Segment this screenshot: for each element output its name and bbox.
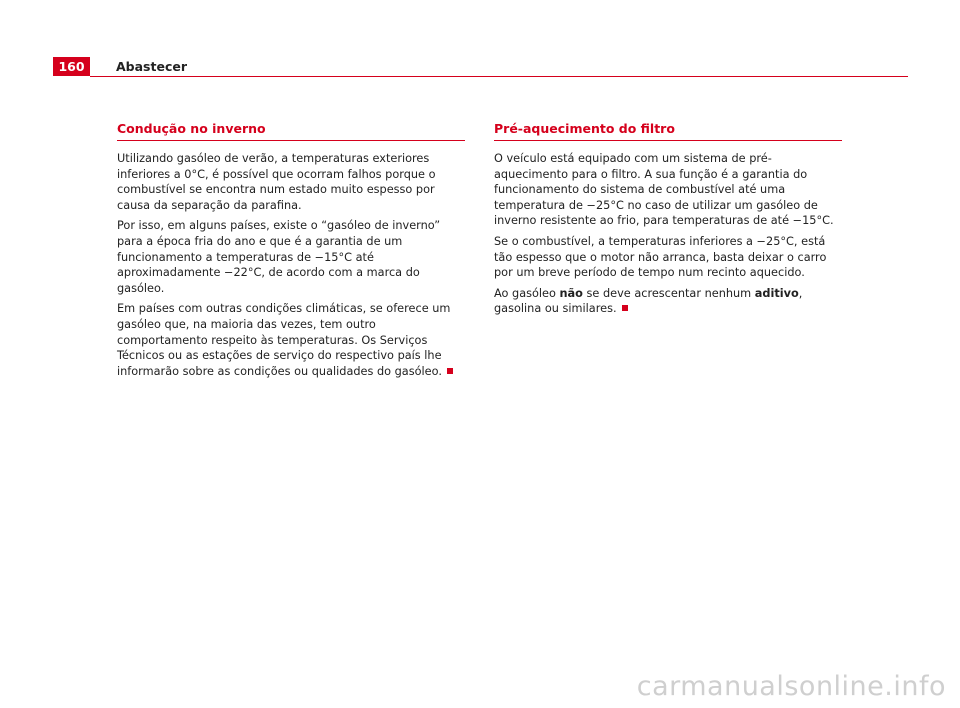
page-header-title: Abastecer	[116, 59, 188, 74]
section-heading-filter-preheating: Pré-aquecimento do filtro	[494, 121, 842, 141]
paragraph-text: Em países com outras condições climáticas, se oferece um gasóleo que, na maioria das vezes, tem outro comportamento respeito às temperaturas. Os Serviços Técnicos ou as estações de serviço do respectivo país lhe informarão sobre as condições ou qualidades do gasóleo.	[117, 302, 451, 378]
page-number-badge	[53, 57, 90, 76]
text-part: se deve acrescentar nenhum	[582, 286, 755, 300]
left-column	[117, 121, 465, 384]
right-column	[494, 121, 842, 322]
paragraph-with-end-mark	[117, 301, 465, 379]
paragraph: Se o combustível, a temperaturas inferiores a −25°C, está tão espesso que o motor não arranca, basta deixar o carro por um breve período de tempo num recinto aquecido.	[494, 234, 827, 280]
bold-text-nao: não	[559, 286, 583, 300]
paragraph: Utilizando gasóleo de verão, a temperaturas exteriores inferiores a 0°C, é possível que ocorram falhos porque o combustível se encontra num estado muito espesso por causa da separação da parafina.	[117, 152, 436, 212]
section-end-icon	[622, 305, 628, 311]
page-number: 160	[58, 59, 85, 74]
text-part: Ao gasóleo	[494, 286, 560, 300]
paragraph-with-end-mark	[494, 286, 842, 317]
header-rule	[90, 76, 908, 77]
section-end-icon	[447, 368, 453, 374]
text-part: , gasolina ou similares.	[494, 286, 803, 316]
watermark: carmanualsonline.info	[636, 671, 946, 702]
section-heading-winter-driving: Condução no inverno	[117, 121, 465, 141]
paragraph: Por isso, em alguns países, existe o “gasóleo de inverno” para a época fria do ano e que é a garantia de um funcionamento a temperaturas de −15°C até aproximadamente −22°C, de acordo com a marca do gasóleo.	[117, 219, 441, 295]
paragraph: O veículo está equipado com um sistema de pré-aquecimento para o filtro. A sua função é a garantia do funcionamento do sistema de combustível até uma temperatura de −25°C no caso de utilizar um gasóleo de inverno resistente ao frio, para temperaturas de até −15°C.	[494, 152, 834, 228]
bold-text-aditivo: aditivo	[754, 286, 799, 300]
